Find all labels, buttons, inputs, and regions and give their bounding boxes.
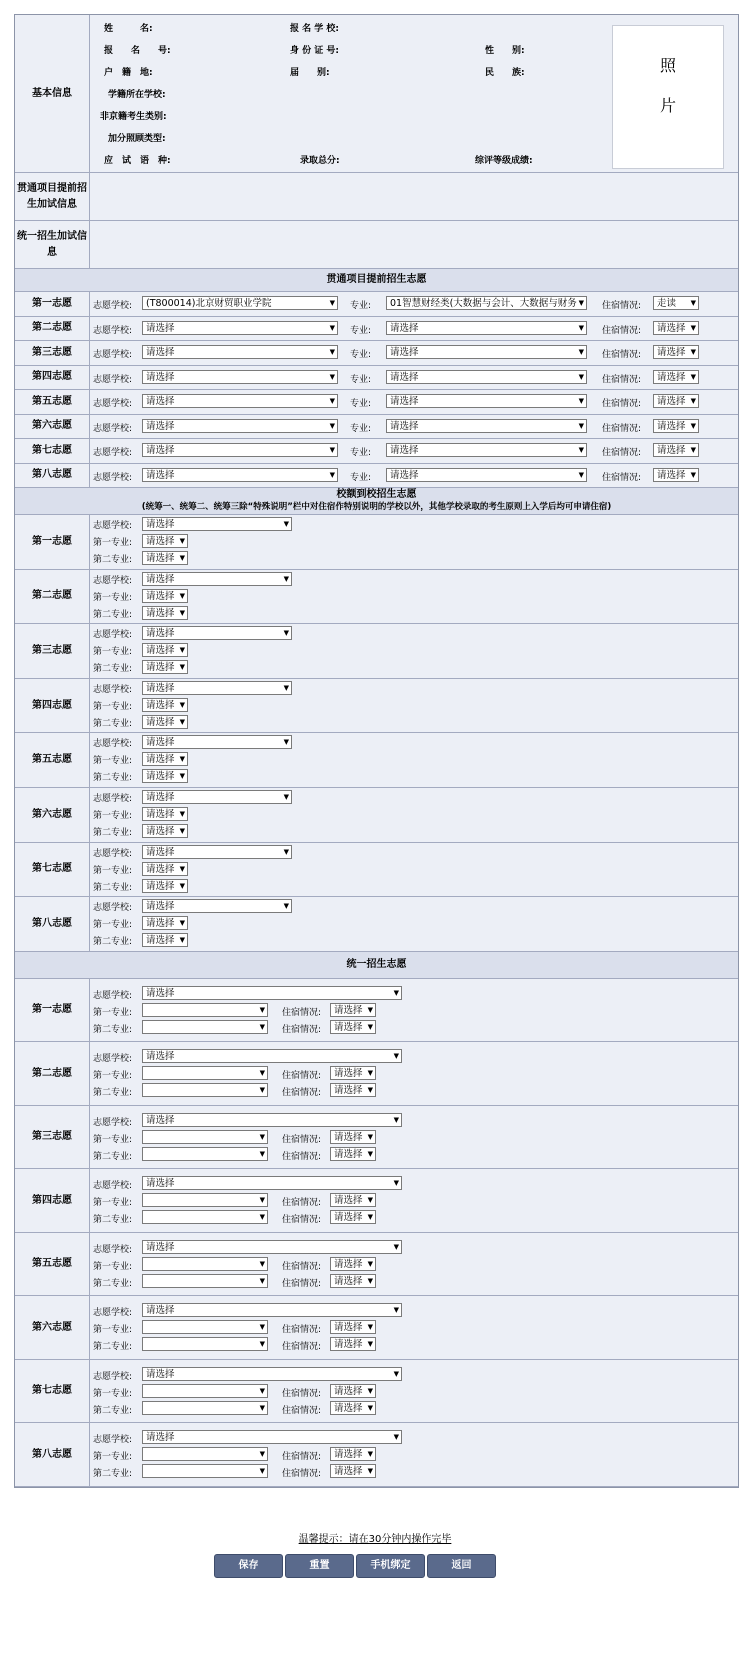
- major-select[interactable]: 请选择 ▼: [386, 394, 587, 408]
- sec3-row-content: [90, 979, 738, 1042]
- sec2-row-content: [90, 570, 738, 624]
- school-field-label: 志愿学校:: [93, 374, 133, 385]
- school-select[interactable]: 请选择 ▼: [142, 1113, 402, 1127]
- school-select[interactable]: 请选择 ▼: [142, 1176, 402, 1190]
- exam1-row: [15, 173, 738, 221]
- sec1-row-label: 第八志愿: [15, 464, 90, 488]
- stay-select[interactable]: 请选择 ▼: [330, 1130, 376, 1144]
- school-field-label: 志愿学校:: [93, 684, 133, 695]
- sec3-row-content: [90, 1360, 738, 1423]
- stay-select[interactable]: 请选择 ▼: [330, 1147, 376, 1161]
- second-major-select[interactable]: [142, 1464, 268, 1478]
- name-label: 姓 名:: [104, 24, 153, 34]
- school-field-label: 志愿学校:: [93, 848, 133, 859]
- sec2-row-content: [90, 843, 738, 897]
- first-major-label: 第一专业:: [93, 1007, 133, 1018]
- school-select[interactable]: 请选择 ▼: [142, 419, 338, 433]
- application-form: [14, 14, 739, 1488]
- school-select[interactable]: 请选择 ▼: [142, 681, 292, 695]
- stay-select[interactable]: 请选择 ▼: [653, 394, 699, 408]
- total-label: 录取总分:: [300, 156, 340, 166]
- sec3-row-label: 第八志愿: [15, 1423, 90, 1486]
- major-select[interactable]: 请选择 ▼: [386, 443, 587, 457]
- sec1-row-content: [90, 366, 738, 390]
- first-major-label: 第一专业:: [93, 756, 133, 767]
- exam2-content: [90, 221, 738, 268]
- sec1-row-label: 第六志愿: [15, 415, 90, 439]
- first-major-select[interactable]: [142, 1384, 268, 1398]
- second-major-select[interactable]: [142, 1020, 268, 1034]
- reset-button[interactable]: 重置: [285, 1554, 354, 1578]
- stay-field-label: 住宿情况:: [282, 1452, 322, 1463]
- major-field-label: 专业:: [350, 374, 372, 385]
- exam2-label: 统一招生加试信息: [15, 221, 90, 268]
- first-major-label: 第一专业:: [93, 1134, 133, 1145]
- school-field-label: 志愿学校:: [93, 990, 133, 1001]
- stay-select[interactable]: 请选择 ▼: [653, 419, 699, 433]
- second-major-select[interactable]: 请选择 ▼: [142, 933, 188, 947]
- sec2-note: (统筹一、统筹二、统筹三除“特殊说明”栏中对住宿作特别说明的学校以外，其他学校录取的考生原则上入学后均可申请住宿): [141, 502, 612, 512]
- major-field-label: 专业:: [350, 350, 372, 360]
- sec2-row-content: [90, 515, 738, 569]
- school-select[interactable]: 请选择 ▼: [142, 572, 292, 586]
- sec2-row-label: 第八志愿: [15, 897, 90, 951]
- sec1-row-label: 第一志愿: [15, 292, 90, 316]
- sec3-row-label: 第五志愿: [15, 1233, 90, 1296]
- nonbj-label: 非京籍考生类别:: [100, 112, 167, 122]
- stay-field-label: 住宿情况:: [282, 1088, 322, 1099]
- sec1-row: [15, 341, 738, 366]
- second-major-label: 第二专业:: [93, 937, 133, 948]
- sec3-row: [15, 1106, 738, 1170]
- school-field-label: 志愿学校:: [93, 575, 133, 586]
- school-field-label: 志愿学校:: [93, 1054, 133, 1065]
- stay-field-label: 住宿情况:: [282, 1325, 322, 1336]
- sec1-row: [15, 317, 738, 342]
- basic-info-row: [15, 15, 738, 173]
- first-major-select[interactable]: 请选择 ▼: [142, 807, 188, 821]
- tip-text: [0, 1530, 750, 1545]
- stay-select[interactable]: 请选择 ▼: [330, 1210, 376, 1224]
- stay-select[interactable]: 请选择 ▼: [330, 1401, 376, 1415]
- stay-field-label: 住宿情况:: [282, 1342, 322, 1353]
- sec3-row-label: 第六志愿: [15, 1296, 90, 1359]
- sec3-row: [15, 979, 738, 1043]
- stay-field-label: 住宿情况:: [282, 1198, 322, 1209]
- sec3-row-content: [90, 1296, 738, 1359]
- stay-field-label: 住宿情况:: [282, 1278, 322, 1289]
- stay-field-label: 住宿情况:: [602, 350, 642, 360]
- sec1-row-label: 第五志愿: [15, 390, 90, 414]
- second-major-select[interactable]: [142, 1147, 268, 1161]
- second-major-label: 第二专业:: [93, 827, 133, 838]
- sec2-row-label: 第五志愿: [15, 733, 90, 787]
- sec1-row-content: [90, 317, 738, 341]
- school-field-label: 志愿学校:: [93, 793, 133, 804]
- school-field-label: 志愿学校:: [93, 1371, 133, 1382]
- exam2-row: [15, 221, 738, 269]
- first-major-label: 第一专业:: [93, 592, 133, 603]
- sec2-row-content: [90, 679, 738, 733]
- first-major-label: 第一专业:: [93, 1452, 133, 1463]
- sec3-row-label: 第四志愿: [15, 1169, 90, 1232]
- school-select[interactable]: 请选择 ▼: [142, 986, 402, 1000]
- eval-label: 综评等级成绩:: [475, 156, 533, 166]
- school-field-label: 志愿学校:: [93, 1117, 133, 1128]
- school-select[interactable]: 请选择 ▼: [142, 790, 292, 804]
- school-field-label: 志愿学校:: [93, 472, 133, 483]
- sec1-row-content: [90, 390, 738, 414]
- school-select[interactable]: 请选择 ▼: [142, 845, 292, 859]
- sec2-row-label: 第一志愿: [15, 515, 90, 569]
- school-field-label: 志愿学校:: [93, 1244, 133, 1255]
- sec2-row-content: [90, 624, 738, 678]
- school-select[interactable]: 请选择 ▼: [142, 1303, 402, 1317]
- sec3-row-label: 第三志愿: [15, 1106, 90, 1169]
- second-major-label: 第二专业:: [93, 773, 133, 784]
- school-field-label: 志愿学校:: [93, 399, 133, 409]
- school-select[interactable]: 请选择 ▼: [142, 468, 338, 482]
- school-field-label: 志愿学校:: [93, 423, 133, 434]
- sec2-row-label: 第七志愿: [15, 843, 90, 897]
- lang-label: 应 试 语 种:: [104, 156, 171, 166]
- major-field-label: 专业:: [350, 399, 372, 409]
- stay-select[interactable]: 请选择 ▼: [330, 1274, 376, 1288]
- stay-select[interactable]: 请选择 ▼: [330, 1384, 376, 1398]
- second-major-label: 第二专业:: [93, 1024, 133, 1035]
- school-field-label: 志愿学校:: [93, 448, 133, 458]
- second-major-label: 第二专业:: [93, 664, 133, 675]
- stay-select[interactable]: 请选择 ▼: [653, 345, 699, 359]
- sec1-row: [15, 292, 738, 317]
- sec2-row: [15, 733, 738, 788]
- photo-label: 照 片: [659, 56, 676, 115]
- first-major-label: 第一专业:: [93, 1198, 133, 1209]
- sec2-row: [15, 897, 738, 952]
- school-field-label: 志愿学校:: [93, 903, 133, 914]
- sec2-rows: [15, 515, 738, 952]
- first-major-label: 第一专业:: [93, 1261, 133, 1272]
- sec3-row-content: [90, 1423, 738, 1486]
- sec3-row-content: [90, 1042, 738, 1105]
- sec2-row: [15, 788, 738, 843]
- basic-info-content: [90, 15, 738, 172]
- stay-select[interactable]: 请选择 ▼: [330, 1337, 376, 1351]
- second-major-select[interactable]: 请选择 ▼: [142, 606, 188, 620]
- first-major-select[interactable]: 请选择 ▼: [142, 698, 188, 712]
- first-major-select[interactable]: [142, 1130, 268, 1144]
- stay-field-label: 住宿情况:: [282, 1134, 322, 1145]
- first-major-label: 第一专业:: [93, 538, 133, 548]
- school-select[interactable]: 请选择 ▼: [142, 1049, 402, 1063]
- sec1-rows: [15, 292, 738, 488]
- back-button[interactable]: 返回: [427, 1554, 496, 1578]
- major-select[interactable]: 请选择 ▼: [386, 321, 587, 335]
- school-select[interactable]: 请选择 ▼: [142, 735, 292, 749]
- sec2-row: [15, 570, 738, 625]
- stay-field-label: 住宿情况:: [282, 1469, 322, 1480]
- sec2-row-content: [90, 788, 738, 842]
- ethnic-label: 民 族:: [485, 68, 525, 78]
- stay-field-label: 住宿情况:: [282, 1024, 322, 1035]
- major-select[interactable]: 请选择 ▼: [386, 419, 587, 433]
- gender-label: 性 别:: [485, 46, 525, 56]
- sec2-row: [15, 515, 738, 570]
- first-major-select[interactable]: [142, 1257, 268, 1271]
- sec1-row-label: 第七志愿: [15, 439, 90, 463]
- sec2-row-content: [90, 897, 738, 951]
- first-major-select[interactable]: [142, 1320, 268, 1334]
- sec3-title: 统一招生志愿: [15, 952, 738, 979]
- second-major-select[interactable]: 请选择 ▼: [142, 879, 188, 893]
- school-select[interactable]: (T800014)北京财贸职业学院 ▼: [142, 296, 338, 310]
- sec2-row-label: 第四志愿: [15, 679, 90, 733]
- second-major-label: 第二专业:: [93, 1151, 133, 1162]
- stay-select[interactable]: 请选择 ▼: [330, 1320, 376, 1334]
- stay-select[interactable]: 请选择 ▼: [653, 321, 699, 335]
- sec3-row: [15, 1233, 738, 1297]
- second-major-label: 第二专业:: [93, 1278, 133, 1289]
- sec2-row-content: [90, 733, 738, 787]
- idno-label: 身 份 证 号:: [290, 46, 339, 56]
- first-major-select[interactable]: 请选择 ▼: [142, 534, 188, 548]
- first-major-label: 第一专业:: [93, 647, 133, 658]
- second-major-label: 第二专业:: [93, 718, 133, 729]
- school-select[interactable]: 请选择 ▼: [142, 394, 338, 408]
- tip-label: 温馨提示：请在30分钟内操作完毕: [298, 1534, 452, 1545]
- first-major-label: 第一专业:: [93, 865, 133, 876]
- second-major-select[interactable]: 请选择 ▼: [142, 660, 188, 674]
- photo-box: [612, 25, 724, 169]
- sec2-row-label: 第六志愿: [15, 788, 90, 842]
- first-major-select[interactable]: 请选择 ▼: [142, 916, 188, 930]
- second-major-select[interactable]: [142, 1083, 268, 1097]
- stay-field-label: 住宿情况:: [602, 325, 642, 336]
- exam1-content: [90, 173, 738, 220]
- major-select[interactable]: 请选择 ▼: [386, 345, 587, 359]
- sec1-row-content: [90, 341, 738, 365]
- major-field-label: 专业:: [350, 301, 372, 311]
- sec1-row: [15, 415, 738, 440]
- second-major-label: 第二专业:: [93, 609, 133, 620]
- school-select[interactable]: 请选择 ▼: [142, 1367, 402, 1381]
- sec3-row-label: 第一志愿: [15, 979, 90, 1042]
- stay-field-label: 住宿情况:: [602, 399, 642, 409]
- sec3-row: [15, 1042, 738, 1106]
- stay-select[interactable]: 请选择 ▼: [330, 1066, 376, 1080]
- sec1-row-content: [90, 464, 738, 488]
- school-field-label: 志愿学校:: [93, 301, 133, 311]
- school-field-label: 志愿学校:: [93, 1435, 133, 1446]
- first-major-select[interactable]: [142, 1193, 268, 1207]
- exam1-label: 贯通项目提前招生加试信息: [15, 173, 90, 220]
- sec2-header: [15, 488, 738, 515]
- stay-field-label: 住宿情况:: [282, 1215, 322, 1226]
- second-major-label: 第二专业:: [93, 1088, 133, 1099]
- stay-field-label: 住宿情况:: [602, 423, 642, 434]
- school-field-label: 志愿学校:: [93, 350, 133, 360]
- school-field-label: 志愿学校:: [93, 521, 133, 531]
- major-select[interactable]: 请选择 ▼: [386, 370, 587, 384]
- school-select[interactable]: 请选择 ▼: [142, 345, 338, 359]
- stay-field-label: 住宿情况:: [602, 374, 642, 385]
- sec1-row: [15, 439, 738, 464]
- sec1-row: [15, 390, 738, 415]
- first-major-select[interactable]: 请选择 ▼: [142, 752, 188, 766]
- grade-label: 届 别:: [290, 68, 330, 78]
- sec2-row: [15, 843, 738, 898]
- stay-select[interactable]: 请选择 ▼: [330, 1003, 376, 1017]
- stay-select[interactable]: 走读 ▼: [653, 296, 699, 310]
- major-select[interactable]: 01智慧财经类(大数据与会计、大数据与财务 ▼: [386, 296, 587, 310]
- first-major-label: 第一专业:: [93, 1388, 133, 1399]
- sec1-row-content: [90, 292, 738, 316]
- school-field-label: 志愿学校:: [93, 325, 133, 336]
- regno-label: 报 名 号:: [104, 46, 171, 56]
- stay-select[interactable]: 请选择 ▼: [330, 1447, 376, 1461]
- sec3-row-content: [90, 1233, 738, 1296]
- second-major-select[interactable]: 请选择 ▼: [142, 769, 188, 783]
- sec3-row: [15, 1360, 738, 1424]
- major-field-label: 专业:: [350, 448, 372, 458]
- sec2-row-label: 第二志愿: [15, 570, 90, 624]
- second-major-select[interactable]: 请选择 ▼: [142, 715, 188, 729]
- sec2-row-label: 第三志愿: [15, 624, 90, 678]
- sec3-row-content: [90, 1169, 738, 1232]
- school-select[interactable]: 请选择 ▼: [142, 899, 292, 913]
- first-major-label: 第一专业:: [93, 920, 133, 931]
- sec2-row: [15, 624, 738, 679]
- stay-field-label: 住宿情况:: [602, 301, 642, 311]
- sec3-row-label: 第七志愿: [15, 1360, 90, 1423]
- first-major-label: 第一专业:: [93, 1071, 133, 1082]
- first-major-select[interactable]: [142, 1003, 268, 1017]
- sec3-row-label: 第二志愿: [15, 1042, 90, 1105]
- stay-select[interactable]: 请选择 ▼: [330, 1083, 376, 1097]
- stay-select[interactable]: 请选择 ▼: [330, 1257, 376, 1271]
- stay-field-label: 住宿情况:: [282, 1261, 322, 1272]
- stay-select[interactable]: 请选择 ▼: [330, 1464, 376, 1478]
- second-major-label: 第二专业:: [93, 882, 133, 893]
- major-field-label: 专业:: [350, 423, 372, 434]
- first-major-select[interactable]: [142, 1447, 268, 1461]
- school-select[interactable]: 请选择 ▼: [142, 321, 338, 335]
- second-major-select[interactable]: [142, 1274, 268, 1288]
- first-major-select[interactable]: 请选择 ▼: [142, 589, 188, 603]
- hukou-label: 户 籍 地:: [104, 68, 153, 78]
- stay-select[interactable]: 请选择 ▼: [653, 468, 699, 482]
- sec1-row: [15, 366, 738, 391]
- sec1-title: 贯通项目提前招生志愿: [15, 269, 738, 292]
- sec3-row: [15, 1423, 738, 1487]
- second-major-select[interactable]: [142, 1210, 268, 1224]
- school-select[interactable]: 请选择 ▼: [142, 1240, 402, 1254]
- school-select[interactable]: 请选择 ▼: [142, 626, 292, 640]
- sec2-title: 校额到校招生志愿: [336, 489, 417, 500]
- second-major-label: 第二专业:: [93, 1405, 133, 1416]
- first-major-select[interactable]: 请选择 ▼: [142, 862, 188, 876]
- stay-field-label: 住宿情况:: [602, 472, 642, 483]
- sec1-row-label: 第三志愿: [15, 341, 90, 365]
- first-major-select[interactable]: [142, 1066, 268, 1080]
- sec1-row: [15, 464, 738, 489]
- school-field-label: 志愿学校:: [93, 1308, 133, 1319]
- school-field-label: 志愿学校:: [93, 630, 133, 641]
- sec1-row-label: 第二志愿: [15, 317, 90, 341]
- stay-select[interactable]: 请选择 ▼: [330, 1020, 376, 1034]
- second-major-select[interactable]: [142, 1401, 268, 1415]
- second-major-select[interactable]: 请选择 ▼: [142, 824, 188, 838]
- first-major-select[interactable]: 请选择 ▼: [142, 643, 188, 657]
- sec3-row: [15, 1169, 738, 1233]
- sec3-row-content: [90, 1106, 738, 1169]
- xj-school-label: 学籍所在学校:: [108, 90, 166, 100]
- school-select[interactable]: 请选择 ▼: [142, 443, 338, 457]
- phone-bind-button[interactable]: 手机绑定: [356, 1554, 425, 1578]
- stay-field-label: 住宿情况:: [282, 1405, 322, 1416]
- school-field-label: 志愿学校:: [93, 1181, 133, 1192]
- bonus-label: 加分照顾类型:: [108, 134, 166, 144]
- first-major-label: 第一专业:: [93, 701, 133, 712]
- sec1-row-content: [90, 415, 738, 439]
- major-field-label: 专业:: [350, 472, 372, 483]
- school-select[interactable]: 请选择 ▼: [142, 1430, 402, 1444]
- sec1-row-content: [90, 439, 738, 463]
- stay-field-label: 住宿情况:: [282, 1007, 322, 1018]
- major-select[interactable]: 请选择 ▼: [386, 468, 587, 482]
- second-major-label: 第二专业:: [93, 1469, 133, 1480]
- major-field-label: 专业:: [350, 325, 372, 336]
- school-select[interactable]: 请选择 ▼: [142, 517, 292, 531]
- stay-field-label: 住宿情况:: [282, 1388, 322, 1399]
- stay-select[interactable]: 请选择 ▼: [330, 1193, 376, 1207]
- first-major-label: 第一专业:: [93, 1325, 133, 1336]
- second-major-label: 第二专业:: [93, 1215, 133, 1226]
- stay-select[interactable]: 请选择 ▼: [653, 443, 699, 457]
- stay-field-label: 住宿情况:: [282, 1151, 322, 1162]
- stay-field-label: 住宿情况:: [282, 1071, 322, 1082]
- second-major-label: 第二专业:: [93, 1342, 133, 1353]
- sec2-row: [15, 679, 738, 734]
- second-major-label: 第二专业:: [93, 555, 133, 565]
- sec3-rows: [15, 979, 738, 1487]
- sec3-row: [15, 1296, 738, 1360]
- school-field-label: 志愿学校:: [93, 739, 133, 750]
- second-major-select[interactable]: [142, 1337, 268, 1351]
- sec1-row-label: 第四志愿: [15, 366, 90, 390]
- stay-field-label: 住宿情况:: [602, 448, 642, 458]
- stay-select[interactable]: 请选择 ▼: [653, 370, 699, 384]
- second-major-select[interactable]: 请选择 ▼: [142, 551, 188, 565]
- school-select[interactable]: 请选择 ▼: [142, 370, 338, 384]
- basic-info-label: 基本信息: [15, 15, 90, 172]
- save-button[interactable]: 保存: [214, 1554, 283, 1578]
- school-label: 报 名 学 校:: [290, 24, 339, 34]
- first-major-label: 第一专业:: [93, 810, 133, 821]
